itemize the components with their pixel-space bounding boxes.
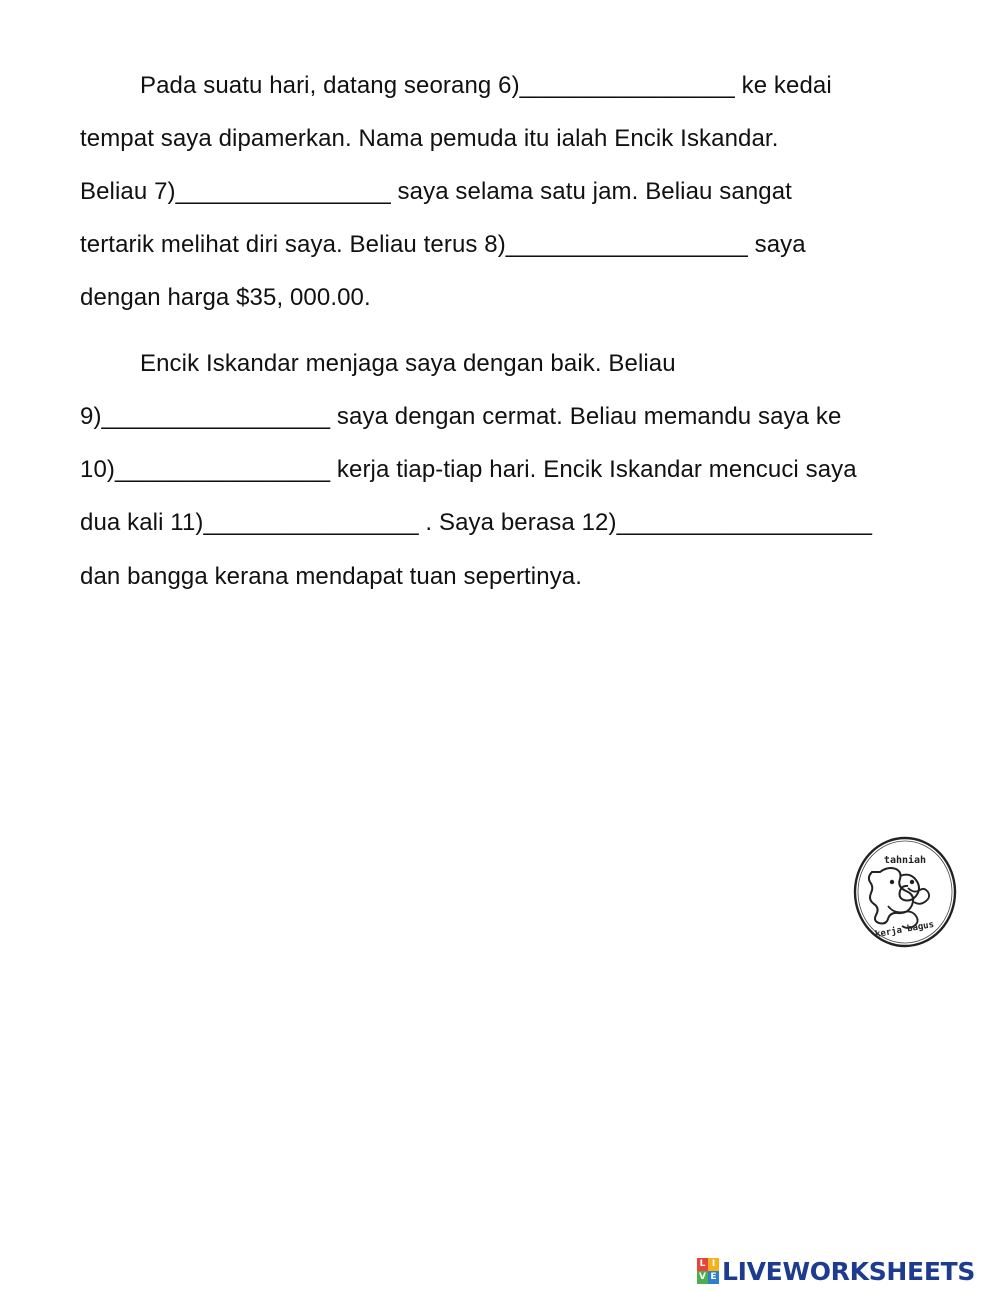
paragraph-2-line-5: dan bangga kerana mendapat tuan sepertinya. xyxy=(80,563,583,590)
paragraph-2-line-2: 9)_________________ saya dengan cermat. Beliau memandu saya ke xyxy=(80,403,842,430)
brand-name: LIVEWORKSHEETS xyxy=(722,1256,976,1286)
paragraph-2-line-3: 10)________________ kerja tiap-tiap hari. Encik Iskandar mencuci saya xyxy=(80,456,857,483)
reward-stamp xyxy=(852,836,958,948)
paragraph-1-line-2: tempat saya dipamerkan. Nama pemuda itu ialah Encik Iskandar. xyxy=(80,125,779,152)
paragraph-1-line-1: Pada suatu hari, datang seorang 6)________________ ke kedai xyxy=(140,72,832,99)
stamp-icon xyxy=(852,836,958,948)
logo-letter-v: V xyxy=(697,1271,708,1284)
stamp-bottom-text: kerja bagus xyxy=(874,919,935,941)
stamp-top-text: tahniah xyxy=(883,855,927,866)
logo-letter-e: E xyxy=(708,1271,719,1284)
brand-watermark xyxy=(697,1255,975,1287)
paragraph-1-line-3: Beliau 7)________________ saya selama satu jam. Beliau sangat xyxy=(80,178,792,205)
paragraph-1-line-4: tertarik melihat diri saya. Beliau terus 8)__________________ saya xyxy=(80,231,806,258)
paragraph-2-line-1: Encik Iskandar menjaga saya dengan baik. Beliau xyxy=(140,350,676,377)
logo-letter-l: L xyxy=(697,1258,708,1271)
liveworksheets-logo-icon xyxy=(697,1258,719,1284)
logo-letter-i: I xyxy=(708,1258,719,1271)
paragraph-2-line-4: dua kali 11)________________ . Saya berasa 12)___________________ xyxy=(80,509,873,536)
paragraph-1-line-5: dengan harga $35, 000.00. xyxy=(80,284,371,311)
